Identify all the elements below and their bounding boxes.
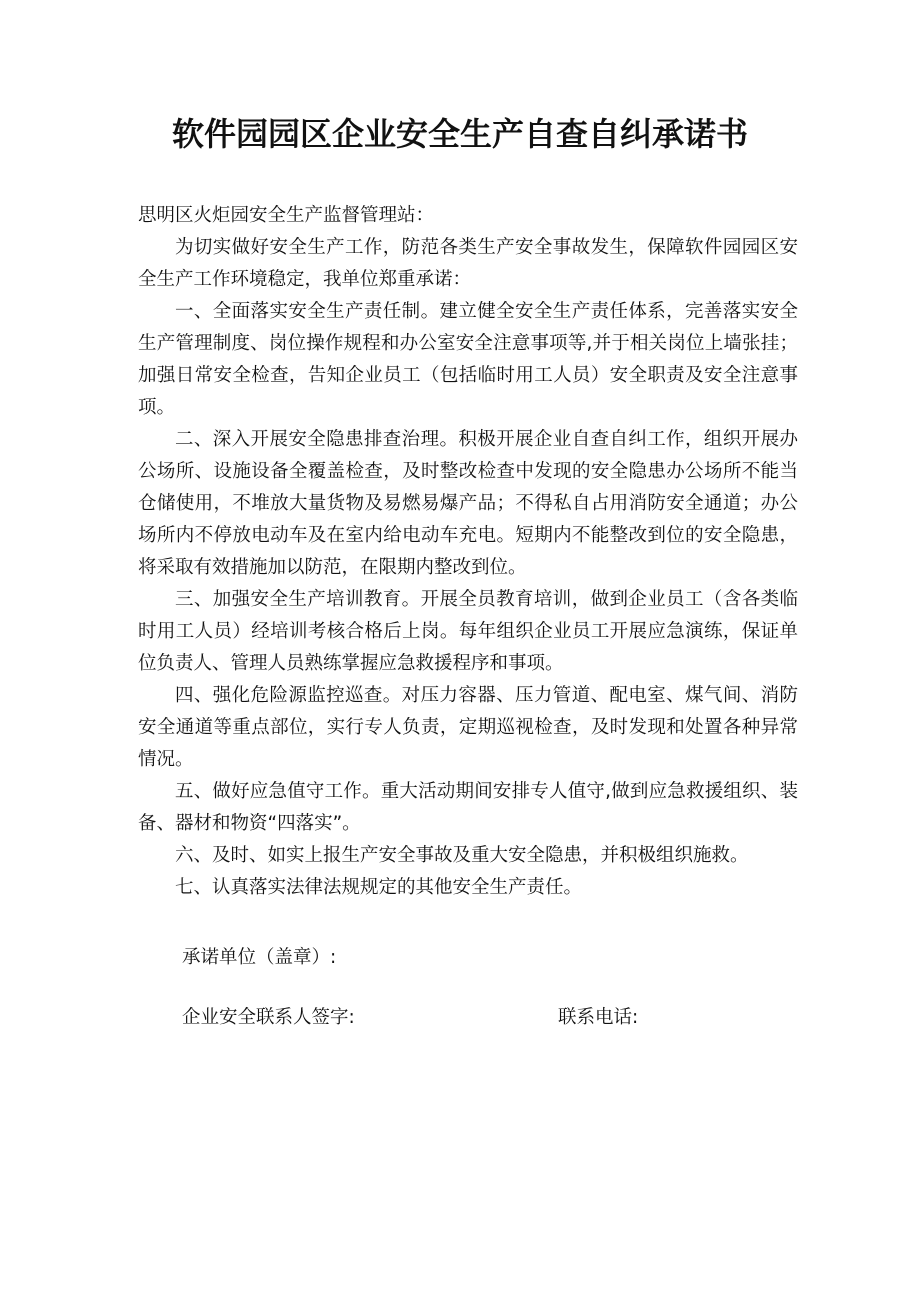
phone-label: 联系电话: <box>558 1007 639 1028</box>
paragraph-item-4: 四、强化危险源监控巡查。对压力容器、压力管道、配电室、煤气间、消防安全通道等重点部位，实行专人负责，定期巡视检查，及时发现和处置各种异常情况。 <box>138 685 798 770</box>
paragraph-item-3: 三、加强安全生产培训教育。开展全员教育培训，做到企业员工（含各类临时用工人员）经培训考核合格后上岗。每年组织企业员工开展应急演练，保证单位负责人、管理人员熟练掌握应急救援程序和事项。 <box>138 589 798 674</box>
document-body <box>138 200 798 904</box>
contact-line <box>182 1002 802 1034</box>
seal-line <box>182 942 802 974</box>
document-title: 软件园园区企业安全生产自查自纠承诺书 <box>171 115 748 153</box>
paragraph-item-1: 一、全面落实安全生产责任制。建立健全安全生产责任体系，完善落实安全生产管理制度、岗位操作规程和办公室安全注意事项等,并于相关岗位上墙张挂；加强日常安全检查，告知企业员工（包括临时用工人员）安全职责及安全注意事项。 <box>138 301 798 418</box>
contact-signature-label: 企业安全联系人签字: <box>182 1007 355 1028</box>
seal-label: 承诺单位（盖章）: <box>182 947 337 968</box>
paragraph-item-7: 七、认真落实法律法规规定的其他安全生产责任。 <box>175 877 583 898</box>
salutation: 思明区火炬园安全生产监督管理站： <box>138 205 435 226</box>
paragraph-item-2: 二、深入开展安全隐患排查治理。积极开展企业自查自纠工作，组织开展办公场所、设施设备全覆盖检查，及时整改检查中发现的安全隐患办公场所不能当仓储使用，不堆放大量货物及易燃易爆产品；不得私自占用消防安全通道；办公场所内不停放电动车及在室内给电动车充电。短期内不能整改到位的安全隐患，将采取有效措施加以防范，在限期内整改到位。 <box>138 429 798 578</box>
paragraph-item-5: 五、做好应急值守工作。重大活动期间安排专人值守,做到应急救援组织、装备、器材和物资“四落实”。 <box>138 781 798 834</box>
paragraph-intro: 为切实做好安全生产工作，防范各类生产安全事故发生，保障软件园园区安全生产工作环境稳定，我单位郑重承诺： <box>138 237 798 290</box>
paragraph-item-6: 六、及时、如实上报生产安全事故及重大安全隐患，并积极组织施救。 <box>175 845 749 866</box>
